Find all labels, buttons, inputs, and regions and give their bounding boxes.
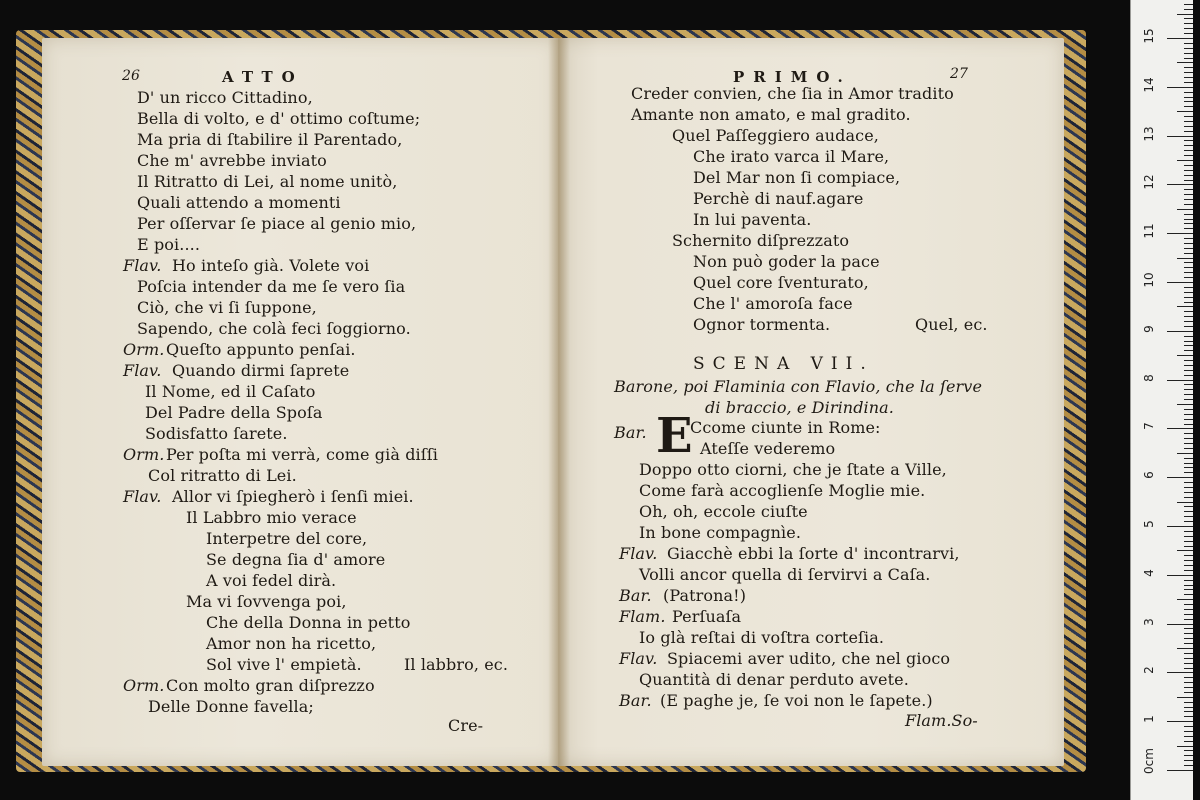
ruler-tick <box>1184 414 1193 415</box>
ruler-tick <box>1184 116 1193 117</box>
ruler-tick <box>1184 609 1193 610</box>
ruler-tick <box>1184 243 1193 244</box>
ruler-tick <box>1177 746 1193 747</box>
left-page-number: 26 <box>122 68 141 84</box>
ruler-tick <box>1184 433 1193 434</box>
ruler-tick <box>1184 384 1193 385</box>
text-line: Che m' avrebbe inviato <box>137 151 327 170</box>
ruler-tick <box>1184 755 1193 756</box>
ruler-tick <box>1184 106 1193 107</box>
text-line: Quando dirmi ſaprete <box>172 361 350 380</box>
ruler-label: 11 <box>1142 223 1156 239</box>
ruler-label: 5 <box>1142 520 1156 528</box>
text-line: (E paghe je, ſe voi non le ſapete.) <box>660 691 933 710</box>
ruler-tick <box>1184 316 1193 317</box>
text-line: Ciò, che vi ſi ſuppone, <box>137 298 317 317</box>
text-line: Amante non amato, e mal gradito. <box>631 105 911 124</box>
ruler-tick <box>1184 531 1193 532</box>
speaker-label: Bar. <box>619 586 652 605</box>
ruler-tick <box>1184 438 1193 439</box>
ruler-tick <box>1184 150 1193 151</box>
ruler-tick <box>1184 614 1193 615</box>
text-line: Ma vi ſovvenga poi, <box>186 592 347 611</box>
ruler-tick <box>1177 697 1193 698</box>
ruler-tick <box>1184 67 1193 68</box>
text-line: Se degna ſia d' amore <box>206 550 386 569</box>
ruler-tick <box>1184 92 1193 93</box>
text-line: Delle Donne favella; <box>148 697 314 716</box>
ruler-tick <box>1177 209 1193 210</box>
ruler-tick <box>1184 619 1193 620</box>
ruler-tick <box>1184 180 1193 181</box>
ruler-tick <box>1184 23 1193 24</box>
ruler-tick <box>1167 575 1193 576</box>
ruler-tick <box>1184 311 1193 312</box>
text-line: Sol vive l' empietà. <box>206 655 362 674</box>
speaker-label: Flav. <box>123 361 162 380</box>
ruler-tick <box>1184 326 1193 327</box>
ruler-label: 6 <box>1142 471 1156 480</box>
ruler-tick <box>1184 497 1193 498</box>
ruler-tick <box>1184 467 1193 468</box>
text-line: Oh, oh, eccole ciuſte <box>639 502 808 521</box>
speaker-label: Bar. <box>619 691 652 710</box>
text-line: Ho inteſo già. Volete voi <box>172 256 370 275</box>
ruler-label: 3 <box>1142 617 1156 626</box>
ruler-tick <box>1184 58 1193 59</box>
text-line: D' un ricco Cittadino, <box>137 88 313 107</box>
ruler-tick <box>1184 580 1193 581</box>
ruler-tick <box>1177 306 1193 307</box>
ruler-tick <box>1184 658 1193 659</box>
ruler-tick <box>1184 194 1193 195</box>
speaker-label: Bar. <box>614 423 647 442</box>
ruler-tick <box>1184 145 1193 146</box>
text-line: Che della Donna in petto <box>206 613 411 632</box>
ruler-tick <box>1184 165 1193 166</box>
speaker-label: Flam. <box>619 607 666 626</box>
ruler-tick <box>1184 97 1193 98</box>
text-line: Amor non ha ricetto, <box>206 634 377 653</box>
text-line: Come farà accoglienſe Moglie mie. <box>639 481 926 500</box>
ruler-tick <box>1184 175 1193 176</box>
catchword: Cre- <box>448 716 484 735</box>
ruler-tick <box>1177 160 1193 161</box>
ruler-tick <box>1184 687 1193 688</box>
ruler-label: 0cm <box>1142 748 1156 774</box>
ruler-tick <box>1184 262 1193 263</box>
ruler-tick <box>1184 238 1193 239</box>
ruler-tick <box>1184 521 1193 522</box>
text-line: Che irato varca il Mare, <box>693 147 890 166</box>
ruler-tick <box>1184 277 1193 278</box>
ruler-tick <box>1177 599 1193 600</box>
ruler-label: 12 <box>1142 174 1156 191</box>
ruler-label: 9 <box>1142 324 1156 333</box>
ruler-tick <box>1167 136 1193 137</box>
ruler-tick <box>1184 516 1193 517</box>
ruler-tick <box>1167 526 1193 527</box>
ruler-tick <box>1184 633 1193 634</box>
ruler-tick <box>1184 140 1193 141</box>
catchword: Flam.So- <box>905 711 978 730</box>
text-line: Ma pria di ſtabilire il Parentado, <box>137 130 403 149</box>
text-line: Perchè di nauf.agare <box>693 189 864 208</box>
ruler-tick <box>1184 131 1193 132</box>
ruler-tick <box>1184 341 1193 342</box>
text-line: (Patrona!) <box>663 586 747 605</box>
ruler-tick <box>1167 477 1193 478</box>
ruler-tick <box>1177 550 1193 551</box>
ruler-tick <box>1184 668 1193 669</box>
ruler-tick <box>1184 643 1193 644</box>
text-line: Sapendo, che colà feci ſoggiorno. <box>137 319 411 338</box>
ruler-tick <box>1167 770 1193 771</box>
ruler-tick <box>1184 302 1193 303</box>
text-line: Interpetre del core, <box>206 529 368 548</box>
text-line: Il Nome, ed il Caſato <box>145 382 316 401</box>
left-running-head: ATTO <box>222 68 304 86</box>
ruler-tick <box>1184 409 1193 410</box>
ruler-tick <box>1184 463 1193 464</box>
ruler-tick <box>1184 741 1193 742</box>
ruler-tick <box>1184 228 1193 229</box>
text-line: Io glà reſtai di voſtra corteſia. <box>639 628 885 647</box>
ruler-tick <box>1184 707 1193 708</box>
ruler-tick <box>1184 570 1193 571</box>
ruler-tick <box>1184 731 1193 732</box>
ruler-tick <box>1184 292 1193 293</box>
ruler-tick <box>1184 716 1193 717</box>
text-line: Quel core ſventurato, <box>693 273 869 292</box>
ruler-tick <box>1184 321 1193 322</box>
drop-cap: E <box>656 408 693 464</box>
ruler-tick <box>1167 38 1193 39</box>
ruler-tick <box>1177 258 1193 259</box>
ruler-tick <box>1184 677 1193 678</box>
ruler-tick <box>1184 365 1193 366</box>
ruler-tick <box>1184 189 1193 190</box>
text-line: Del Padre della Spoſa <box>145 403 323 422</box>
ruler-tick <box>1184 682 1193 683</box>
text-line: In lui paventa. <box>693 210 812 229</box>
speaker-label: Orm. <box>123 340 165 359</box>
text-line: Ateſſe vederemo <box>700 439 836 458</box>
ruler-tick <box>1184 345 1193 346</box>
text-line: Il Labbro mio verace <box>186 508 357 527</box>
ruler-tick <box>1184 82 1193 83</box>
ruler-tick <box>1184 248 1193 249</box>
text-line: Sodisfatto ſarete. <box>145 424 288 443</box>
speaker-label: Flav. <box>123 487 162 506</box>
text-line: Quali attendo a momenti <box>137 193 341 212</box>
ruler-tick <box>1184 443 1193 444</box>
right-running-head: PRIMO. <box>733 68 852 86</box>
ruler-tick <box>1184 506 1193 507</box>
text-line: Ccome ciunte in Rome: <box>690 418 881 437</box>
ruler-tick <box>1184 399 1193 400</box>
text-line: Quantità di denar perduto avete. <box>639 670 909 689</box>
ruler-tick <box>1184 4 1193 5</box>
ruler-tick <box>1167 672 1193 673</box>
ruler-tick <box>1167 233 1193 234</box>
ruler-tick <box>1184 253 1193 254</box>
speaker-label: Orm. <box>123 445 165 464</box>
ruler-tick <box>1184 585 1193 586</box>
ruler-tick <box>1167 184 1193 185</box>
text-line: Schernito diſprezzato <box>672 231 850 250</box>
ruler-tick <box>1177 111 1193 112</box>
ruler-tick <box>1184 424 1193 425</box>
ruler-tick <box>1184 511 1193 512</box>
stage-direction: di braccio, e Dirindina. <box>705 398 894 417</box>
ruler-tick <box>1177 502 1193 503</box>
ruler-tick <box>1184 487 1193 488</box>
ruler-tick <box>1184 170 1193 171</box>
text-line: Doppo otto ciorni, che je ſtate a Ville, <box>639 460 947 479</box>
ruler-tick <box>1184 653 1193 654</box>
ruler-tick <box>1184 736 1193 737</box>
text-line: Spiacemi aver udito, che nel gioco <box>667 649 951 668</box>
text-line: Creder convien, che ſia in Amor tradito <box>631 84 954 103</box>
ruler-tick <box>1184 48 1193 49</box>
ruler-tick <box>1184 628 1193 629</box>
ruler-tick <box>1167 721 1193 722</box>
ruler-tick <box>1184 370 1193 371</box>
ruler-tick <box>1184 604 1193 605</box>
text-line: Del Mar non ſi compiace, <box>693 168 901 187</box>
ruler-tick <box>1184 267 1193 268</box>
ruler-tick <box>1184 155 1193 156</box>
book-gutter <box>548 38 570 766</box>
ruler-tick <box>1184 77 1193 78</box>
ruler-tick <box>1184 536 1193 537</box>
ruler-tick <box>1167 428 1193 429</box>
ruler-tick <box>1184 458 1193 459</box>
ruler-tick <box>1167 624 1193 625</box>
ruler-tick <box>1167 331 1193 332</box>
stage-direction: Barone, poi Flaminia con Flavio, che la ſerve <box>614 377 983 396</box>
ruler-tick <box>1184 594 1193 595</box>
ruler-tick <box>1184 765 1193 766</box>
text-line: Queſto appunto penſai. <box>166 340 356 359</box>
text-line: Col ritratto di Lei. <box>148 466 297 485</box>
ruler-tick <box>1184 126 1193 127</box>
ruler-tick <box>1177 355 1193 356</box>
ruler-tick <box>1184 33 1193 34</box>
ruler-tick <box>1184 121 1193 122</box>
ruler-tick <box>1177 14 1193 15</box>
ruler-tick <box>1184 565 1193 566</box>
text-line: E poi.... <box>137 235 201 254</box>
ruler-tick <box>1184 287 1193 288</box>
ruler-tick <box>1184 53 1193 54</box>
ruler-tick <box>1184 711 1193 712</box>
ruler-tick <box>1177 648 1193 649</box>
text-line: Allor vi ſpiegherò i ſenſi miei. <box>172 487 414 506</box>
ruler-tick <box>1184 350 1193 351</box>
text-line: In bone compagnìe. <box>639 523 802 542</box>
measuring-ruler <box>1130 0 1193 800</box>
text-line: Giacchè ebbi la ſorte d' incontrarvi, <box>667 544 960 563</box>
text-line: Quel Paſſeggiero audace, <box>672 126 879 145</box>
ruler-tick <box>1167 87 1193 88</box>
ruler-tick <box>1184 214 1193 215</box>
speaker-label: Flav. <box>123 256 162 275</box>
ruler-tick <box>1184 360 1193 361</box>
ruler-tick <box>1167 282 1193 283</box>
ruler-label: 13 <box>1142 125 1156 142</box>
ruler-tick <box>1184 101 1193 102</box>
ruler-tick <box>1184 297 1193 298</box>
right-page-number: 27 <box>950 66 969 82</box>
cue-line: Il labbro, ec. <box>404 655 509 674</box>
ruler-tick <box>1184 219 1193 220</box>
ruler-tick <box>1184 726 1193 727</box>
ruler-label: 14 <box>1142 77 1156 93</box>
ruler-label: 15 <box>1142 28 1156 44</box>
ruler-tick <box>1184 663 1193 664</box>
ruler-tick <box>1184 336 1193 337</box>
ruler-label: 7 <box>1142 422 1156 431</box>
ruler-tick <box>1184 389 1193 390</box>
text-line: Che l' amoroſa face <box>693 294 853 313</box>
ruler-tick <box>1184 28 1193 29</box>
ruler-tick <box>1184 546 1193 547</box>
ruler-tick <box>1184 560 1193 561</box>
text-line: Per oſſervar ſe piace al genio mio, <box>137 214 417 233</box>
ruler-tick <box>1184 9 1193 10</box>
ruler-tick <box>1184 541 1193 542</box>
ruler-tick <box>1184 419 1193 420</box>
ruler-tick <box>1184 204 1193 205</box>
speaker-label: Flav. <box>619 649 658 668</box>
text-line: Con molto gran diſprezzo <box>166 676 375 695</box>
text-line: Non può goder la pace <box>693 252 880 271</box>
text-line: Ognor tormenta. <box>693 315 831 334</box>
ruler-tick <box>1184 223 1193 224</box>
ruler-tick <box>1184 589 1193 590</box>
speaker-label: Orm. <box>123 676 165 695</box>
ruler-label: 2 <box>1142 666 1156 675</box>
ruler-tick <box>1177 62 1193 63</box>
ruler-label: 8 <box>1142 373 1156 382</box>
text-line: Per poſta mi verrà, come già diſſi <box>166 445 439 464</box>
ruler-tick <box>1184 43 1193 44</box>
text-line: Perſuaſa <box>672 607 742 626</box>
speaker-label: Flav. <box>619 544 658 563</box>
ruler-tick <box>1184 472 1193 473</box>
ruler-tick <box>1184 692 1193 693</box>
ruler-tick <box>1167 380 1193 381</box>
ruler-tick <box>1184 638 1193 639</box>
ruler-label: 4 <box>1142 568 1156 577</box>
ruler-tick <box>1184 750 1193 751</box>
text-line: Bella di volto, e d' ottimo coſtume; <box>137 109 421 128</box>
ruler-tick <box>1184 199 1193 200</box>
text-line: Il Ritratto di Lei, al nome unitò, <box>137 172 398 191</box>
ruler-tick <box>1184 555 1193 556</box>
ruler-tick <box>1177 404 1193 405</box>
ruler-tick <box>1184 482 1193 483</box>
text-line: A voi fedel dirà. <box>206 571 337 590</box>
cue-line: Quel, ec. <box>915 315 988 334</box>
ruler-tick <box>1184 394 1193 395</box>
ruler-tick <box>1184 375 1193 376</box>
ruler-tick <box>1184 492 1193 493</box>
ruler-tick <box>1177 453 1193 454</box>
ruler-label: 10 <box>1142 272 1156 288</box>
ruler-tick <box>1184 72 1193 73</box>
ruler-tick <box>1184 18 1193 19</box>
text-line: Volli ancor quella di ſervirvi a Caſa. <box>639 565 931 584</box>
ruler-tick <box>1184 760 1193 761</box>
ruler-tick <box>1184 272 1193 273</box>
ruler-tick <box>1184 702 1193 703</box>
ruler-label: 1 <box>1142 715 1156 724</box>
ruler-tick <box>1184 448 1193 449</box>
text-line: Poſcia intender da me ſe vero ſia <box>137 277 406 296</box>
scene-title: SCENA VII. <box>693 354 874 374</box>
